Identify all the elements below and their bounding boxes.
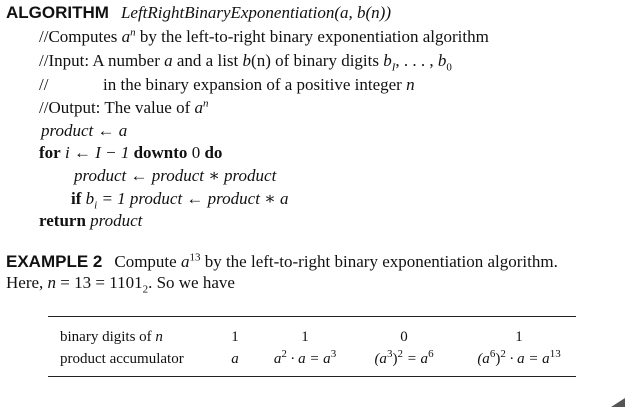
keyword: do [204,143,223,162]
exponent: 6 [428,348,434,360]
text: , . . . , [395,51,438,70]
exponent: 3 [330,348,337,360]
example-line-2 [6,273,235,296]
math-var: n [47,273,57,292]
algo-line-3 [39,75,48,95]
text: i ← I − 1 [60,143,134,162]
text: and a list [172,51,243,70]
table-top-rule [48,316,576,317]
math-var: a [194,98,203,117]
example-label: EXAMPLE 2 [6,252,103,271]
text: = a [402,351,429,367]
text: product [85,211,143,230]
example-line-1 [6,252,558,272]
keyword: for [39,143,61,162]
text: by the left-to-right binary exponentiation algorithm [135,27,489,46]
subscript: 2 [142,283,149,296]
math-var: n [406,75,415,94]
text: in the binary expansion of a positive integer [103,75,407,94]
algorithm-label: ALGORITHM [6,3,109,22]
math-var: b [437,51,447,70]
digit-cell: 1 [515,329,523,345]
algo-line-6 [39,143,222,163]
math-var: a [273,351,282,367]
exponent: 2 [397,348,403,360]
subscript: i [94,199,98,212]
keyword: downto [133,143,188,162]
text: //Computes [39,27,122,46]
text: binary digits of [60,329,156,345]
algorithm-params: (a, b(n)) [334,3,392,22]
exponent: 13 [549,348,561,360]
math-var: a [180,252,190,271]
algo-line-2 [39,51,452,74]
subscript: 0 [446,61,452,74]
math-var: b [242,51,252,70]
algo-line-1 [39,27,489,47]
text: . So we have [148,273,235,292]
text: · a = a [286,351,331,367]
math-var: b [81,189,95,208]
exponent: n [203,97,209,110]
keyword: return [39,211,86,230]
exponent: n [130,26,136,39]
exponent: 6 [489,348,496,360]
text: ) [392,351,398,367]
math-var: a [121,27,131,46]
algo-line-8 [71,189,289,212]
text: Compute [114,252,181,271]
text: // [39,75,49,94]
product-cell: a [231,351,239,367]
text: (n) [251,51,271,70]
algo-line-9 [39,211,142,231]
digit-cell: 0 [400,329,408,345]
math-var: n [155,329,163,345]
exponent: 13 [189,251,201,264]
table-bottom-rule [48,376,576,377]
text: = 1 product ← product ∗ a [97,189,289,208]
text: //Input: A number [39,51,165,70]
table-row-label-digits [60,329,163,346]
text: by the left-to-right binary exponentiation algorithm. [200,252,558,271]
algo-line-4 [39,98,209,118]
subscript: I [391,61,396,74]
text: ) [495,351,501,367]
algo-line-5: product ← a [41,121,128,140]
text: Here, [6,273,48,292]
table-row-label-product: product accumulator [60,351,184,367]
algo-line-3-text [103,75,415,95]
algorithm-header [6,3,391,23]
digit-cell: 1 [301,329,309,345]
text: · a = a [505,351,550,367]
algo-line-7: product ← product ∗ product [74,166,277,185]
math-var: b [383,51,392,70]
algorithm-name: LeftRightBinaryExponentiation [120,3,335,22]
corner-mark-icon [611,398,625,407]
text: = 13 = 1101 [56,273,143,292]
exponent: 3 [386,348,393,360]
keyword: if [71,189,82,208]
text: of binary digits [270,51,384,70]
exponent: 2 [500,348,506,360]
product-cell [273,348,337,368]
math-var: (a [477,351,490,367]
product-cell [477,348,561,368]
text: //Output: The value of [39,98,195,117]
math-var: (a [374,351,387,367]
exponent: 2 [281,348,287,360]
text: 0 [187,143,205,162]
product-cell [374,348,434,368]
math-var: a [164,51,173,70]
digit-cell: 1 [231,329,239,345]
